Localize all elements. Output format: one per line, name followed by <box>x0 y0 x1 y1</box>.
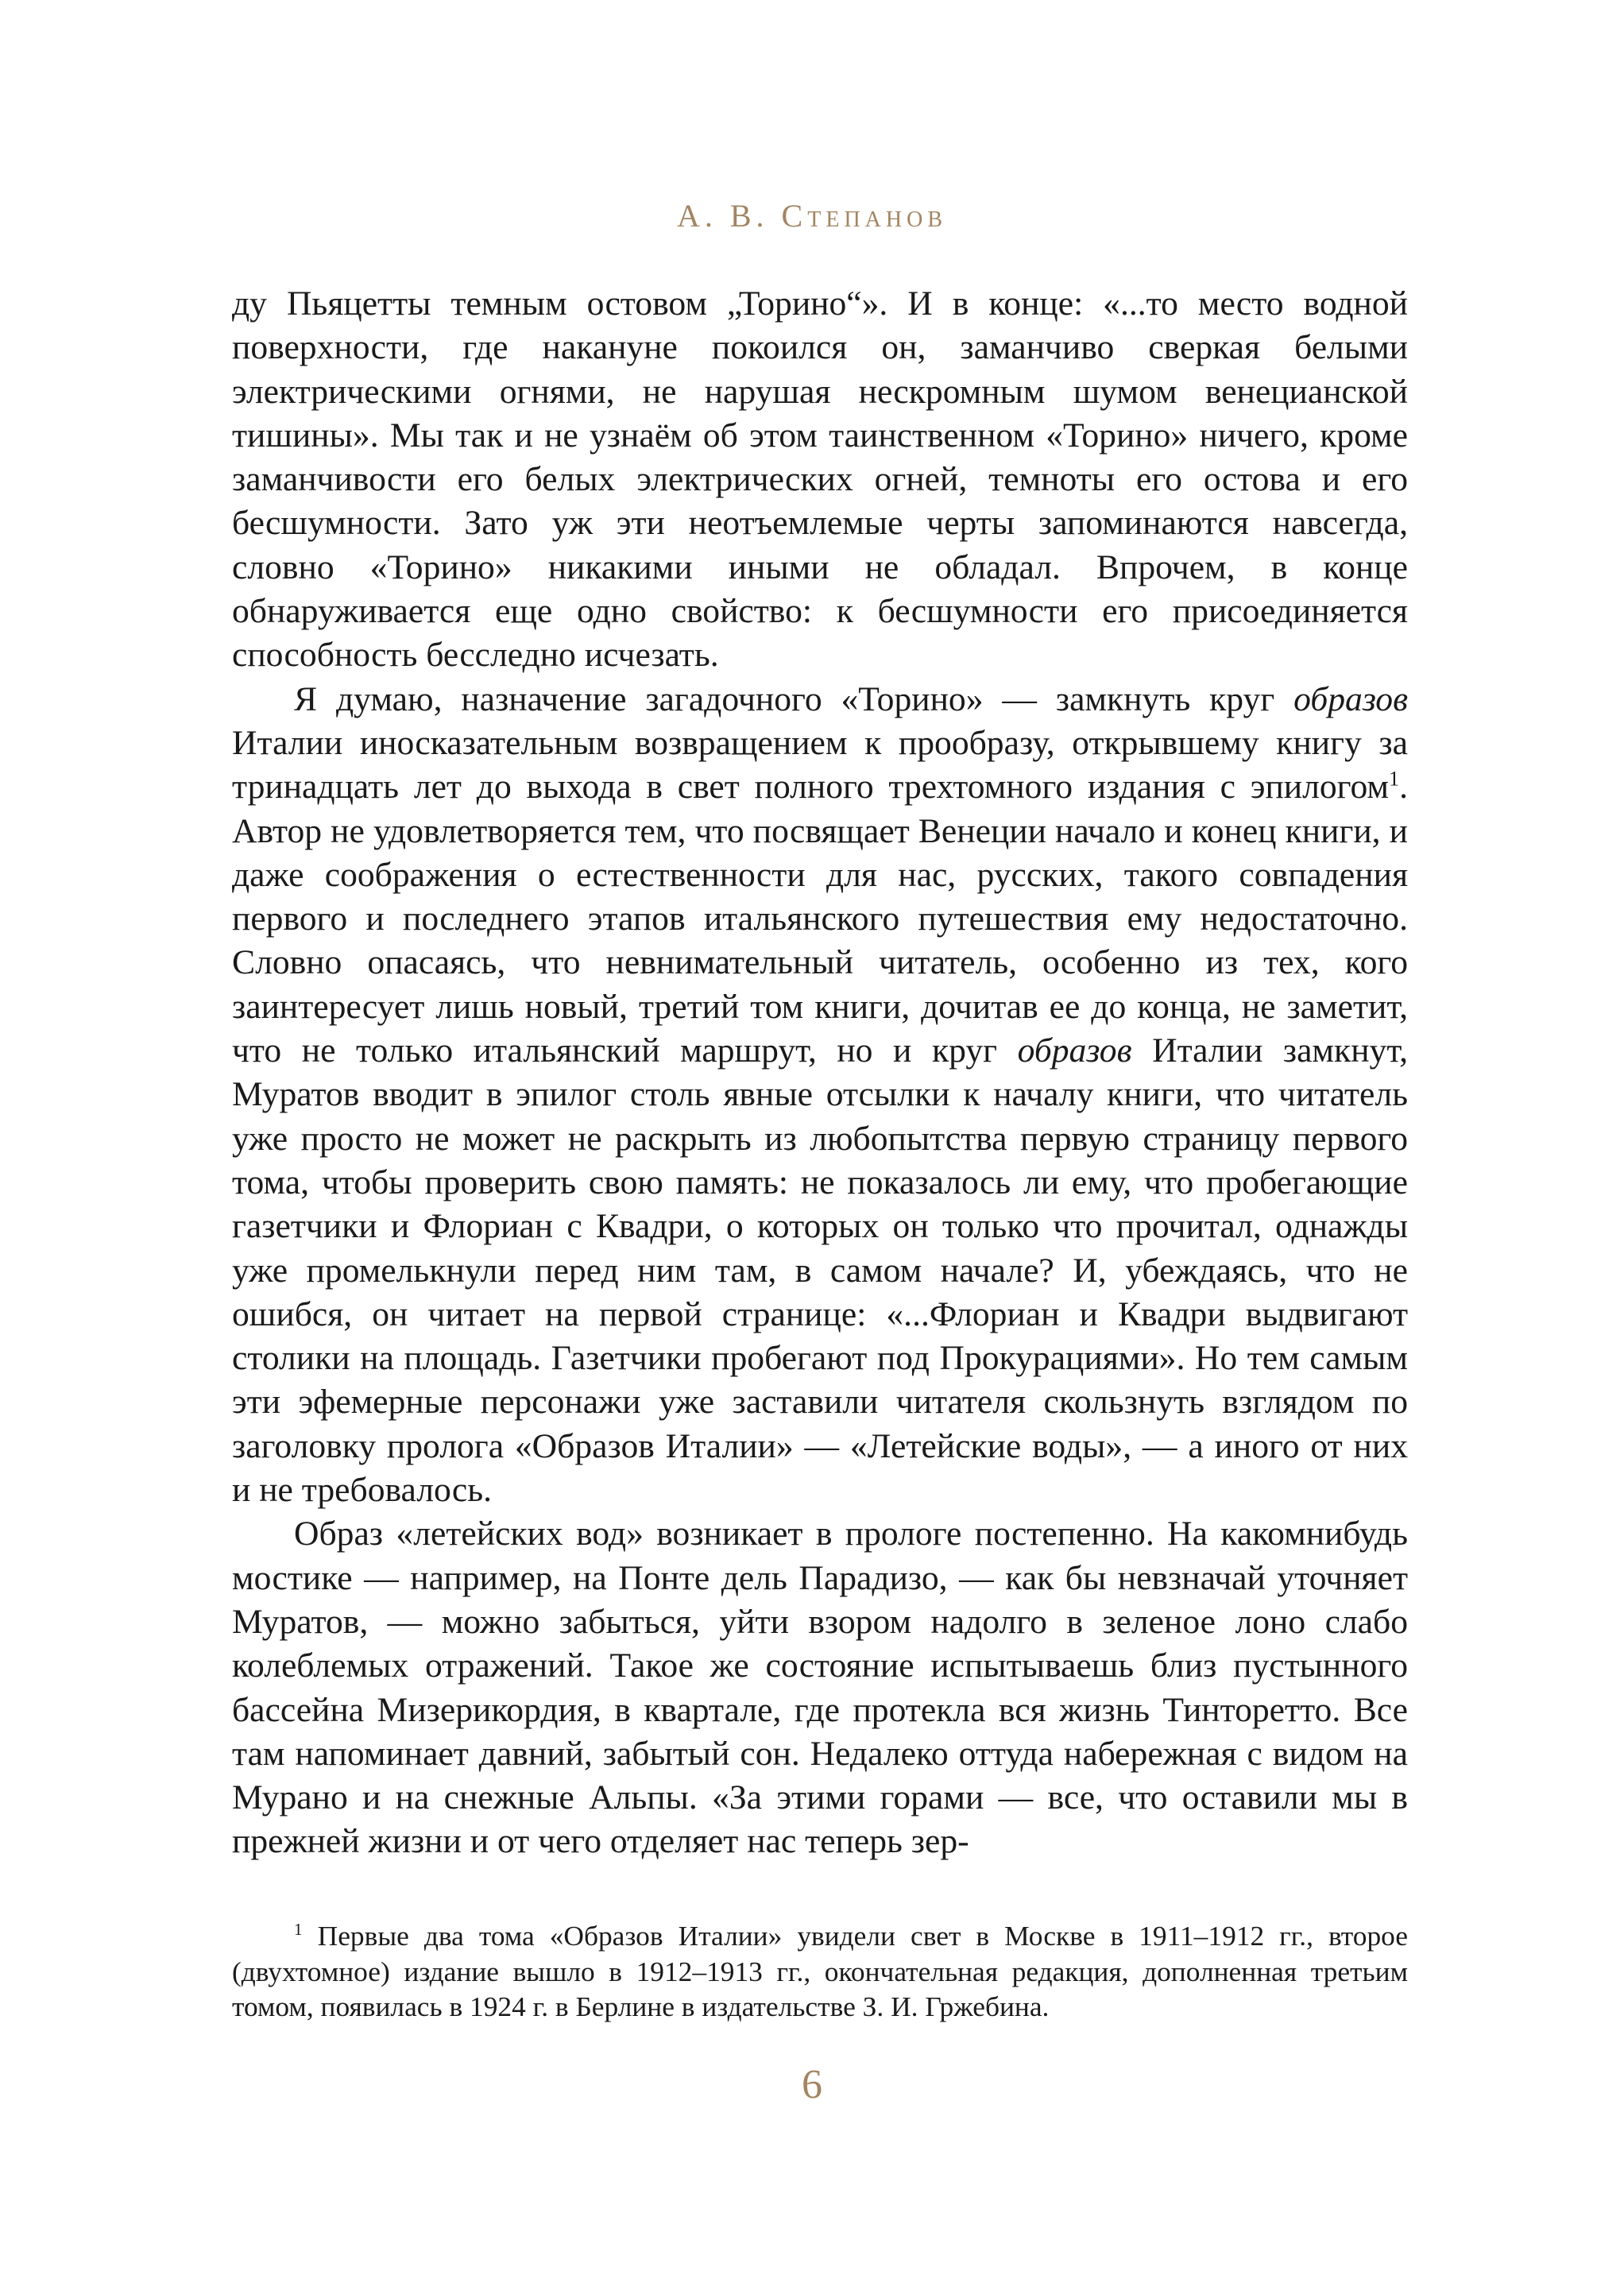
italic-text: образов <box>1017 1031 1132 1070</box>
paragraph <box>232 282 1408 678</box>
running-head: А. В. Степанов <box>676 198 947 234</box>
paragraph <box>232 1512 1408 1863</box>
body-text <box>232 282 1408 1864</box>
footnote <box>232 1918 1408 2025</box>
footnote-reference[interactable]: 1 <box>1389 767 1400 791</box>
paragraph-text: Италии замкнут, Муратов вводит в эпилог столь явные отсылки к началу книги, что читатель уже просто не может не раскрыть из любопытства первую страницу первого тома, чтобы проверить свою память: не показалось ли ему, что пробегающие газетчики и Флориан с Квадри, о которых он только что прочитал, однажды уже промелькнули перед ним там, в самом начале? И, убеждаясь, что не ошибся, он читает на первой странице: «...Флориан и Квадри выдвигают столики на площадь. Газетчики пробегают под Прокурациями». Но тем самым эти эфемерные персонажи уже заставили читателя скользнуть взглядом по заголовку пролога «Образов Италии» — «Летейские воды», — а иного от них и не требовалось. <box>232 1031 1408 1510</box>
paragraph-text: Италии иносказательным возвращением к прообразу, открывшему книгу за тринадцать лет до выхода в свет полного трехтомного издания с эпилогом <box>232 723 1408 807</box>
footnote-marker: 1 <box>294 1920 303 1940</box>
italic-text: образов <box>1293 679 1408 718</box>
paragraph-text: . Автор не удовлетворяется тем, что посвящает Венеции начало и конец книги, и даже соображения о естественности для нас, русских, такого совпадения первого и последнего этапов итальянского путешествия ему недостаточно. Словно опасаясь, что невнимательный читатель, особенно из тех, кого заинтересует лишь новый, третий том книги, дочитав ее до конца, не заметит, что не только итальянский маршрут, но и круг <box>232 768 1408 1070</box>
paragraph-text: ду Пьяцетты темным остовом „Торино“». И в конце: «...то место водной поверхности, где накануне покоился он, заманчиво сверкая белыми электрическими огнями, не нарушая нескромным шумом венецианской тишины». Мы так и не узнаём об этом таинственном «Торино» ничего, кроме заманчивости его белых электрических огней, темноты его остова и его бесшумности. Зато уж эти неотъемлемые черты запоминаются навсегда, словно «Торино» никакими иными не обладал. Впрочем, в конце обнаруживается еще одно свойство: к бесшумности его присоединяется способность бесследно исчезать. <box>232 284 1408 675</box>
paragraph-text: Образ «летейских вод» возникает в прологе постепенно. На какомнибудь мостике — например, на Понте дель Парадизо, — как бы невзначай уточняет Муратов, — можно забыться, уйти взором надолго в зеленое лоно слабо колеблемых отражений. Такое же состояние испытываешь близ пустынного бассейна Мизерикордия, в квартале, где протекла вся жизнь Тинторетто. Все там напоминает давний, забытый сон. Недалеко оттуда набережная с видом на Мурано и на снежные Альпы. «За этими горами — все, что оставили мы в прежней жизни и от чего отделяет нас теперь зер- <box>232 1515 1408 1861</box>
footnote-text: Первые два тома «Образов Италии» увидели свет в Москве в 1911–1912 гг., второе (двухтомное) издание вышло в 1912–1913 гг., окончательная редакция, дополненная третьим томом, появилась в 1924 г. в Берлине в издательстве З. И. Гржебина. <box>232 1920 1408 2023</box>
page-number: 6 <box>802 2062 822 2107</box>
paragraph-text: Я думаю, назначение загадочного «Торино» — замкнуть круг <box>294 679 1294 718</box>
paragraph <box>232 678 1408 1513</box>
